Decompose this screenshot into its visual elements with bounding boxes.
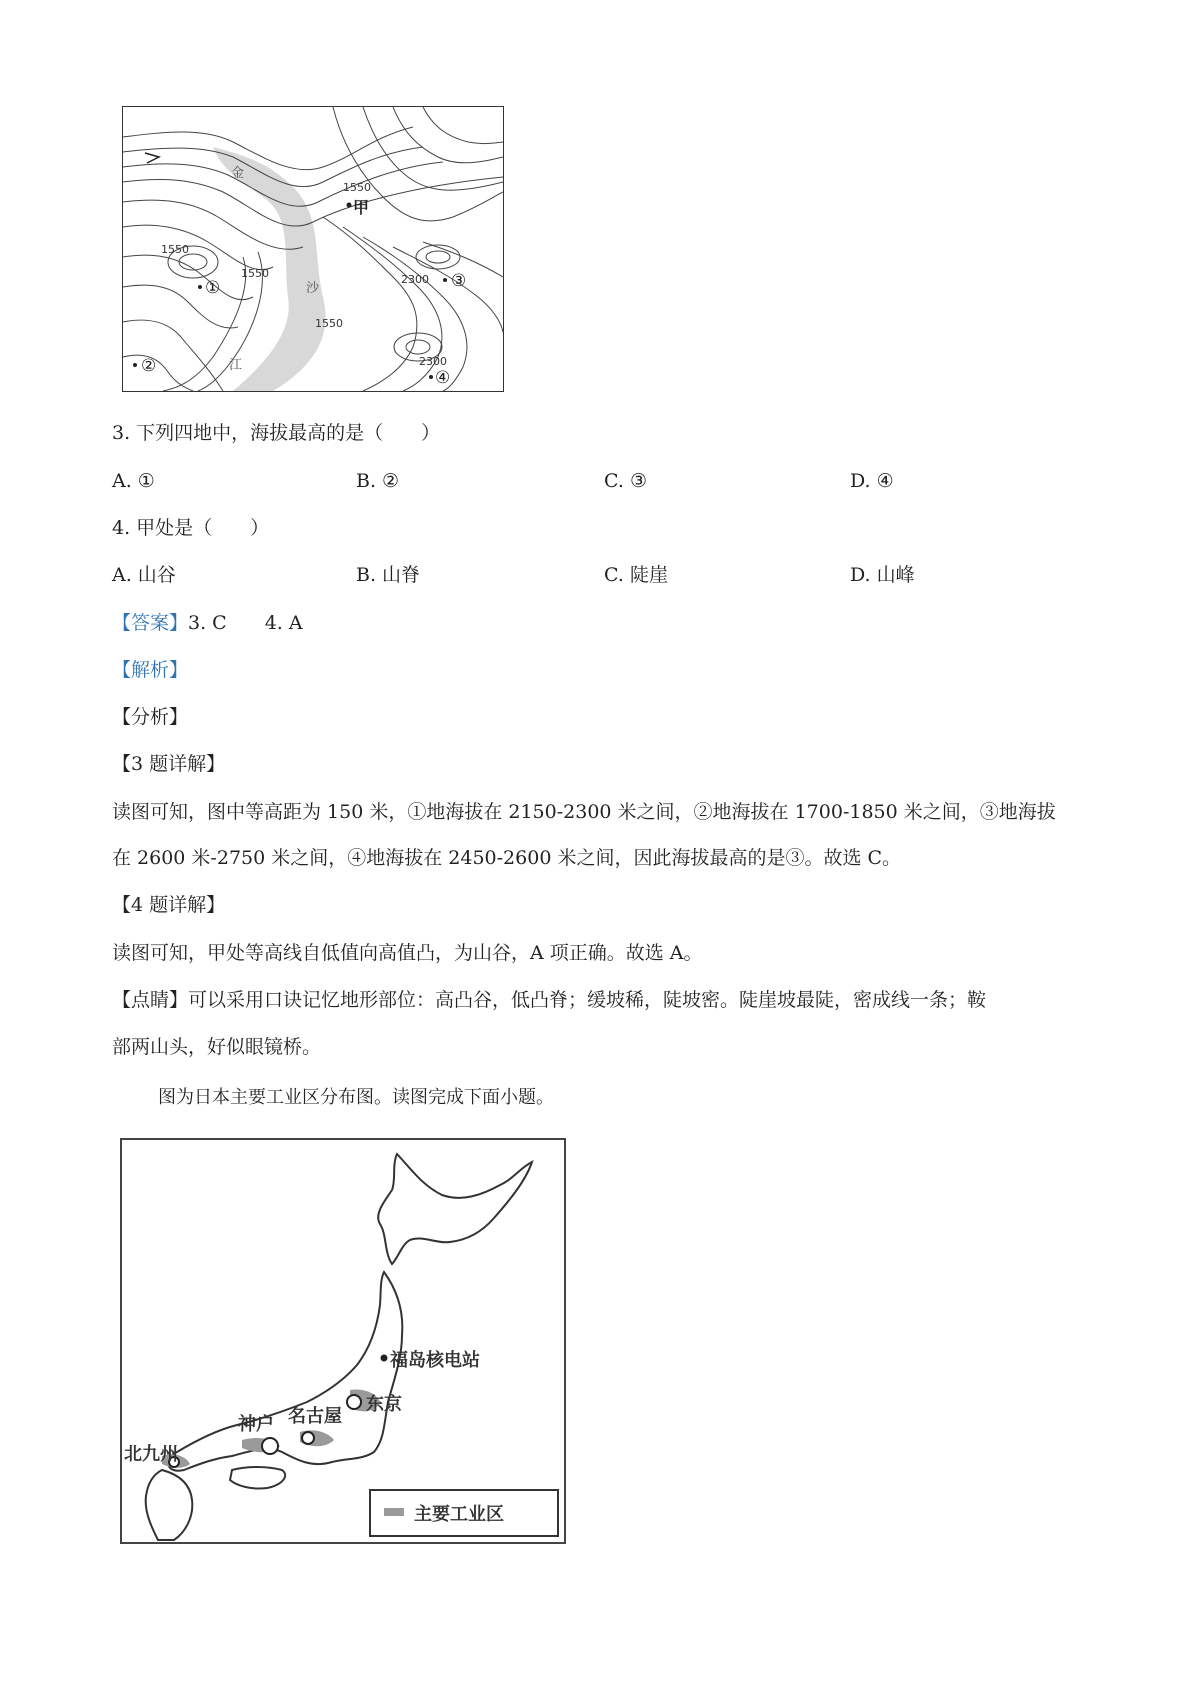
q4-option-d: D. 山峰: [850, 564, 915, 586]
arrow-icon: [145, 153, 159, 163]
point-4-label: ④: [435, 368, 451, 388]
contour-label: 1550: [241, 267, 269, 280]
q3-stem: 3. 下列四地中，海拔最高的是（ ）: [112, 422, 441, 444]
contour-map-figure: [122, 106, 504, 392]
q3-option-c: C. ③: [604, 470, 647, 492]
q3-detail-line1: 读图可知，图中等高距为 150 米，①地海拔在 2150-2300 米之间，②地海拔在 1700-1850 米之间，③地海拔: [112, 801, 1056, 823]
analysis-tag: 【解析】: [112, 659, 189, 681]
fukushima-marker: [381, 1355, 388, 1362]
intro-text: 图为日本主要工业区分布图。读图完成下面小题。: [158, 1087, 554, 1108]
dianjing-line1: 【点睛】可以采用口诀记忆地形部位：高凸谷，低凸脊；缓坡稀，陡坡密。陡崖坡最陡，密成线一条；鞍: [112, 989, 987, 1011]
kobe-label: 神户: [238, 1414, 274, 1435]
q3-detail-heading: 【3 题详解】: [112, 753, 226, 775]
river-label: 金: [231, 166, 245, 181]
point-1-label: ①: [205, 278, 221, 298]
answer-tag: 【答案】: [112, 612, 189, 634]
point-jia-label: 甲: [353, 198, 370, 217]
nagoya-label: 名古屋: [288, 1406, 342, 1427]
point-jia-dot: [347, 203, 352, 208]
q3-option-d: D. ④: [850, 470, 894, 492]
q3-option-b: B. ②: [356, 470, 400, 492]
q4-option-a: A. 山谷: [112, 564, 176, 586]
answer-text: 3. C 4. A: [188, 612, 303, 634]
nagoya-marker: [302, 1432, 314, 1444]
japan-map-figure: [120, 1138, 566, 1544]
contour-label: 1550: [343, 181, 371, 194]
answer-line: [112, 610, 303, 636]
analysis-fenxi: 【分析】: [112, 706, 189, 728]
legend-label: 主要工业区: [414, 1504, 504, 1525]
contour-label: 2300: [401, 273, 429, 286]
q4-detail-heading: 【4 题详解】: [112, 894, 226, 916]
point-3-label: ③: [451, 271, 467, 291]
contour-map: [123, 107, 503, 391]
contour-label: 2300: [419, 355, 447, 368]
tokyo-label: 东京: [366, 1394, 402, 1415]
legend-swatch: [384, 1508, 404, 1516]
q3-detail-line2: 在 2600 米-2750 米之间，④地海拔在 2450-2600 米之间，因此海拔最高的是③。故选 C。: [112, 847, 902, 869]
fukushima-label: 福岛核电站: [390, 1350, 480, 1371]
q4-option-c: C. 陡崖: [604, 564, 668, 586]
dianjing-line2: 部两山头，好似眼镜桥。: [112, 1036, 322, 1058]
river-label: 沙: [306, 281, 320, 296]
q4-detail-line: 读图可知，甲处等高线自低值向高值凸，为山谷，A 项正确。故选 A。: [112, 942, 703, 964]
q4-option-b: B. 山脊: [356, 564, 421, 586]
kitakyushu-label: 北九州: [124, 1444, 178, 1465]
tokyo-marker: [347, 1395, 361, 1409]
point-2-label: ②: [141, 356, 157, 376]
contour-label: 1550: [315, 317, 343, 330]
q3-option-a: A. ①: [112, 470, 155, 492]
q4-stem: 4. 甲处是（ ）: [112, 517, 270, 539]
contour-label: 1550: [161, 243, 189, 256]
kobe-marker: [262, 1438, 278, 1454]
river-label: 江: [229, 358, 243, 373]
japan-map: [122, 1140, 564, 1542]
